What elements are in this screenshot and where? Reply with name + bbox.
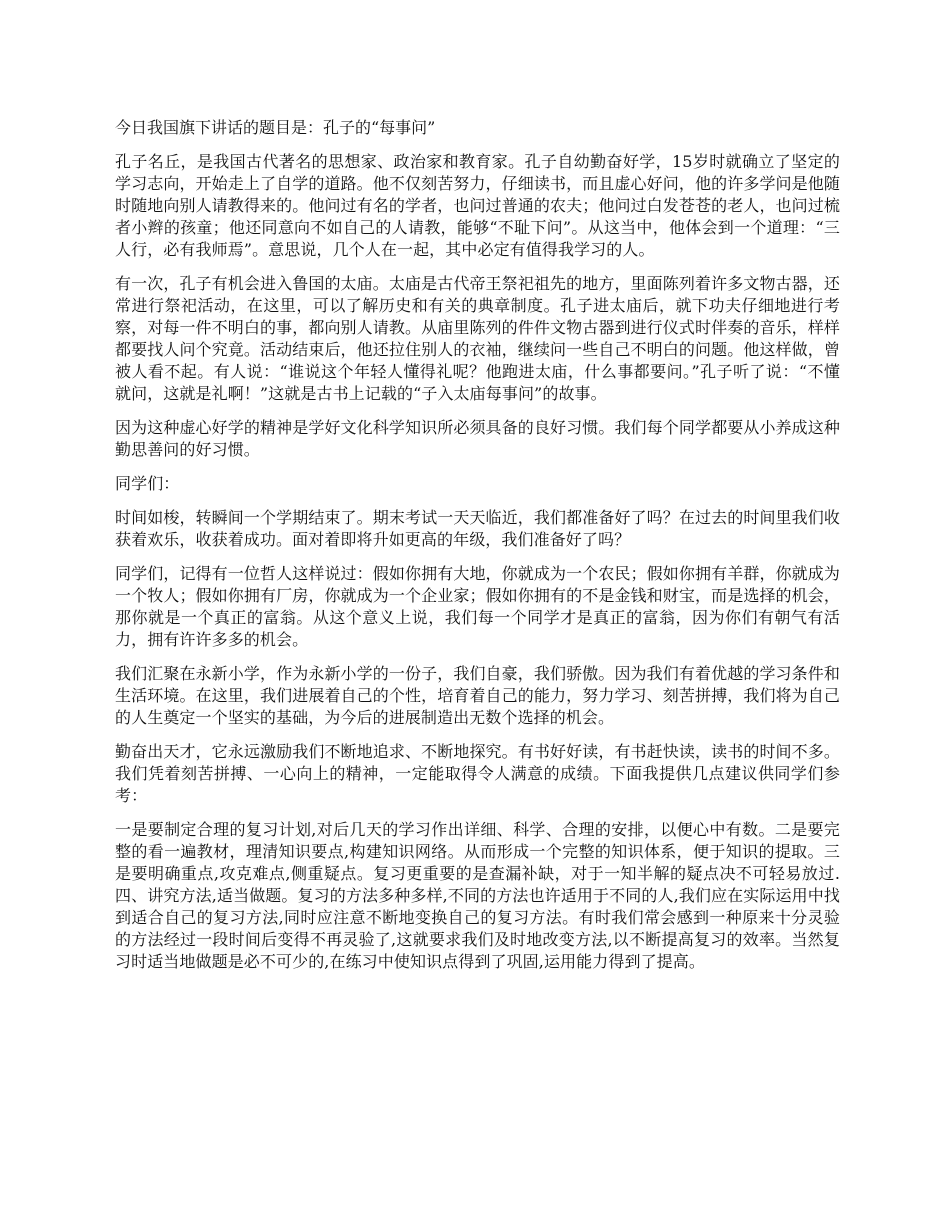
paragraph-good-habits: 因为这种虚心好学的精神是学好文化科学知识所必须具备的良好习惯。我们每个同学都要从小养成这种勤思善问的好习惯。 — [115, 418, 840, 459]
paragraph-temple-story: 有一次，孔子有机会进入鲁国的太庙。太庙是古代帝王祭祀祖先的地方，里面陈列着许多文物古器，还常进行祭祀活动，在这里，可以了解历史和有关的典章制度。孔子进太庙后，就下功夫仔细地进行考察，对每一件不明白的事，都向别人请教。从庙里陈列的件件文物古器到进行仪式时伴奏的音乐，样样都要找人问个究竟。活动结束后，他还拉住别人的衣袖，继续问一些自己不明白的问题。他这样做，曾被人看不起。有人说：“谁说这个年轻人懂得礼呢？他跑进太庙，什么事都要问。”孔子听了说：“不懂就问，这就是礼啊！”这就是古书上记载的“子入太庙每事问”的故事。 — [115, 274, 840, 403]
paragraph-diligence: 勤奋出天才，它永远激励我们不断地追求、不断地探究。有书好好读，有书赶快读，读书的时间不多。我们凭着刻苦拼搏、一心向上的精神，一定能取得令人满意的成绩。下面我提供几点建议供同学们参考： — [115, 742, 840, 805]
paragraph-confucius-intro: 孔子名丘，是我国古代著名的思想家、政治家和教育家。孔子自幼勤奋好学，15岁时就确立了坚定的学习志向，开始走上了自学的道路。他不仅刻苦努力，仔细读书，而且虚心好问，他的许多学问是他随时随地向别人请教得来的。他问过有名的学者，也问过普通的农夫；他问过白发苍苍的老人，也问过梳者小辫的孩童；他还同意向不如自己的人请教，能够“不耻下问”。从这当中，他体会到一个道理：“三人行，必有我师焉”。意思说，几个人在一起，其中必定有值得我学习的人。 — [115, 152, 840, 259]
paragraph-philosopher-quote: 同学们，记得有一位哲人这样说过：假如你拥有大地，你就成为一个农民；假如你拥有羊群，你就成为一个牧人；假如你拥有厂房，你就成为一个企业家；假如你拥有的不是金钱和财宝，而是选择的机会，那你就是一个真正的富翁。从这个意义上说，我们每一个同学才是真正的富翁，因为你们有朝气有活力，拥有许许多多的机会。 — [115, 564, 840, 649]
paragraph-study-advice: 一是要制定合理的复习计划,对后几天的学习作出详细、科学、合理的安排，以便心中有数。二是要完整的看一遍教材，理清知识要点,构建知识网络。从而形成一个完整的知识体系，便于知识的提取。三是要明确重点,攻克难点,侧重疑点。复习更重要的是查漏补缺，对于一知半解的疑点决不可轻易放过.四、讲究方法,适当做题。复习的方法多种多样,不同的方法也许适用于不同的人,我们应在实际运用中找到适合自己的复习方法,同时应注意不断地变换自己的复习方法。有时我们常会感到一种原来十分灵验的方法经过一段时间后变得不再灵验了,这就要求我们及时地改变方法,以不断提高复习的效率。当然复习时适当地做题是必不可少的,在练习中使知识点得到了巩固,运用能力得到了提高。 — [115, 820, 840, 971]
paragraph-greeting: 同学们： — [115, 474, 180, 493]
paragraph-semester-end: 时间如梭，转瞬间一个学期结束了。期末考试一天天临近，我们都准备好了吗？在过去的时间里我们收获着欢乐，收获着成功。面对着即将升如更高的年级，我们准备好了吗？ — [115, 508, 840, 549]
paragraph-school-pride: 我们汇聚在永新小学，作为永新小学的一份子，我们自豪，我们骄傲。因为我们有着优越的学习条件和生活环境。在这里，我们进展着自己的个性，培育着自己的能力，努力学习、刻苦拼搏，我们将为自己的人生奠定一个坚实的基础，为今后的进展制造出无数个选择的机会。 — [115, 664, 840, 727]
document-body — [115, 117, 840, 985]
speech-title: 今日我国旗下讲话的题目是：孔子的“每事问” — [115, 118, 436, 137]
